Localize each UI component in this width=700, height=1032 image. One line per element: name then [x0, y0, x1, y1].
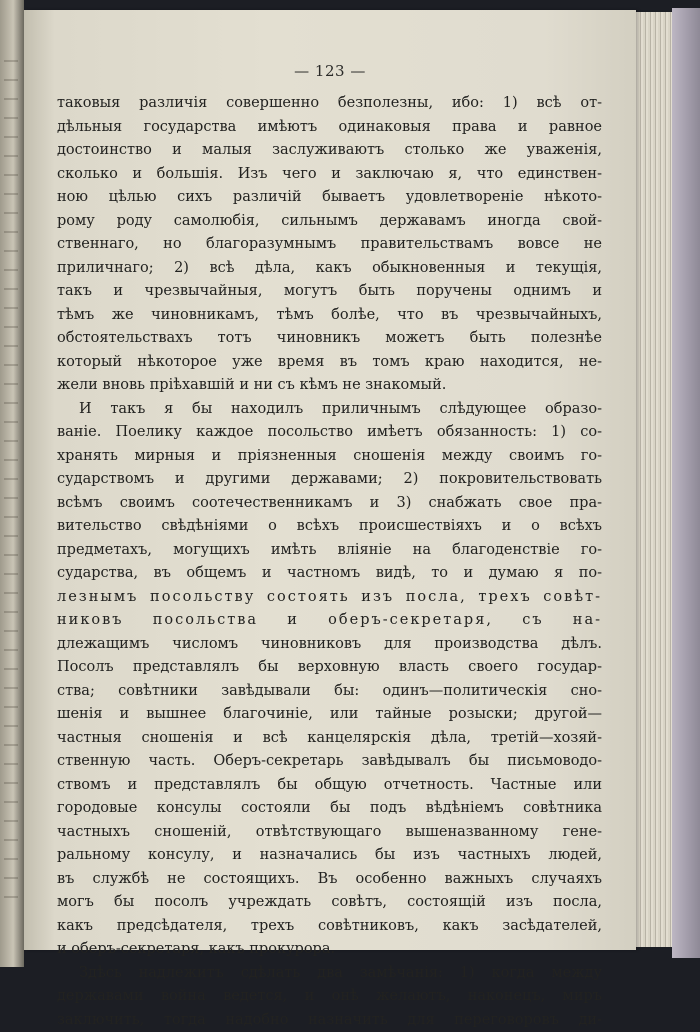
text-line: достоинство и малыя заслуживаютъ столько же уваженія,	[57, 139, 602, 163]
text-line: лезнымъ посольству состоять изъ посла, трехъ совѣт-	[57, 586, 602, 610]
text-line: и оберъ-секретаря, какъ прокурора.	[57, 938, 602, 962]
text-line: всѣмъ своимъ соотечественникамъ и 3) снабжать свое пра-	[57, 492, 602, 516]
page-number: — 123 —	[24, 62, 636, 80]
text-line: какъ предсѣдателя, трехъ совѣтниковъ, какъ засѣдателей,	[57, 915, 602, 939]
text-line: сударства, въ общемъ и частномъ видѣ, то и думаю я по-	[57, 562, 602, 586]
text-line: хранять мирныя и пріязненныя сношенія между своимъ го-	[57, 445, 602, 469]
text-line: И такъ я бы находилъ приличнымъ слѣдующее образо-	[57, 398, 602, 422]
text-line: вительство свѣдѣніями о всѣхъ происшествіяхъ и о всѣхъ	[57, 515, 602, 539]
text-line: ваніе. Поелику каждое посольство имѣетъ обязанность: 1) со-	[57, 421, 602, 445]
text-line: Посолъ представлялъ бы верховную власть своего государ-	[57, 656, 602, 680]
text-line: сударствомъ и другими державами; 2) покровительствовать	[57, 468, 602, 492]
book-page	[24, 10, 636, 950]
text-line: частныя сношенія и всѣ канцелярскія дѣла, третій—хозяй-	[57, 727, 602, 751]
text-line: никовъ посольства и оберъ-секретаря, съ на-	[57, 609, 602, 633]
page-text	[57, 92, 602, 1032]
text-line: ственнаго, но благоразумнымъ правительствамъ вовсе не	[57, 233, 602, 257]
text-line: таковыя различія совершенно безполезны, ибо: 1) всѣ от-	[57, 92, 602, 116]
text-line: тѣмъ же чиновникамъ, тѣмъ болѣе, что въ чрезвычайныхъ,	[57, 304, 602, 328]
book-cover-edge	[672, 8, 700, 958]
text-line: рому роду самолюбія, сильнымъ державамъ иногда свой-	[57, 210, 602, 234]
text-line: заключить, тогда надобно назначить для переговоровъ ди-	[57, 1009, 602, 1032]
text-line: предметахъ, могущихъ имѣть вліяніе на благоденствіе го-	[57, 539, 602, 563]
text-line: дѣльныя государства имѣютъ одинаковыя права и равное	[57, 116, 602, 140]
paragraph-2	[57, 398, 602, 962]
text-line: длежащимъ числомъ чиновниковъ для производства дѣлъ.	[57, 633, 602, 657]
text-line: державами война ведется, и онѣ желаютъ, наконецъ, миръ	[57, 985, 602, 1009]
text-line: который нѣкоторое уже время въ томъ краю находится, не-	[57, 351, 602, 375]
text-line: сколько и большія. Изъ чего и заключаю я, что единствен-	[57, 163, 602, 187]
text-line: могъ бы посолъ учреждать совѣтъ, состоящій изъ посла,	[57, 891, 602, 915]
text-line: Здѣсь надлежитъ сдѣлать два замѣчанія: 1) когда между	[57, 962, 602, 986]
facing-page-edge	[0, 0, 24, 967]
text-line: ства; совѣтники завѣдывали бы: одинъ—политическія сно-	[57, 680, 602, 704]
text-line: ствомъ и представлялъ бы общую отчетность. Частные или	[57, 774, 602, 798]
text-line: ральному консулу, и назначались бы изъ частныхъ людей,	[57, 844, 602, 868]
text-line: городовые консулы состояли бы подъ вѣдѣніемъ совѣтника	[57, 797, 602, 821]
text-line: приличнаго; 2) всѣ дѣла, какъ обыкновенныя и текущія,	[57, 257, 602, 281]
paragraph-3	[57, 962, 602, 1032]
text-line: въ службѣ не состоящихъ. Въ особенно важныхъ случаяхъ	[57, 868, 602, 892]
text-line: шенія и вышнее благочиніе, или тайные розыски; другой—	[57, 703, 602, 727]
text-line: такъ и чрезвычайныя, могутъ быть поручены однимъ и	[57, 280, 602, 304]
text-line: обстоятельствахъ тотъ чиновникъ можетъ быть полезнѣе	[57, 327, 602, 351]
paragraph-1	[57, 92, 602, 398]
text-line: жели вновь пріѣхавшій и ни съ кѣмъ не знакомый.	[57, 374, 602, 398]
text-line: частныхъ сношеній, отвѣтствующаго вышеназванному гене-	[57, 821, 602, 845]
text-line: ною цѣлью сихъ различій бываетъ удовлетвореніе нѣкото-	[57, 186, 602, 210]
text-line: ственную часть. Оберъ-секретарь завѣдывалъ бы письмоводо-	[57, 750, 602, 774]
